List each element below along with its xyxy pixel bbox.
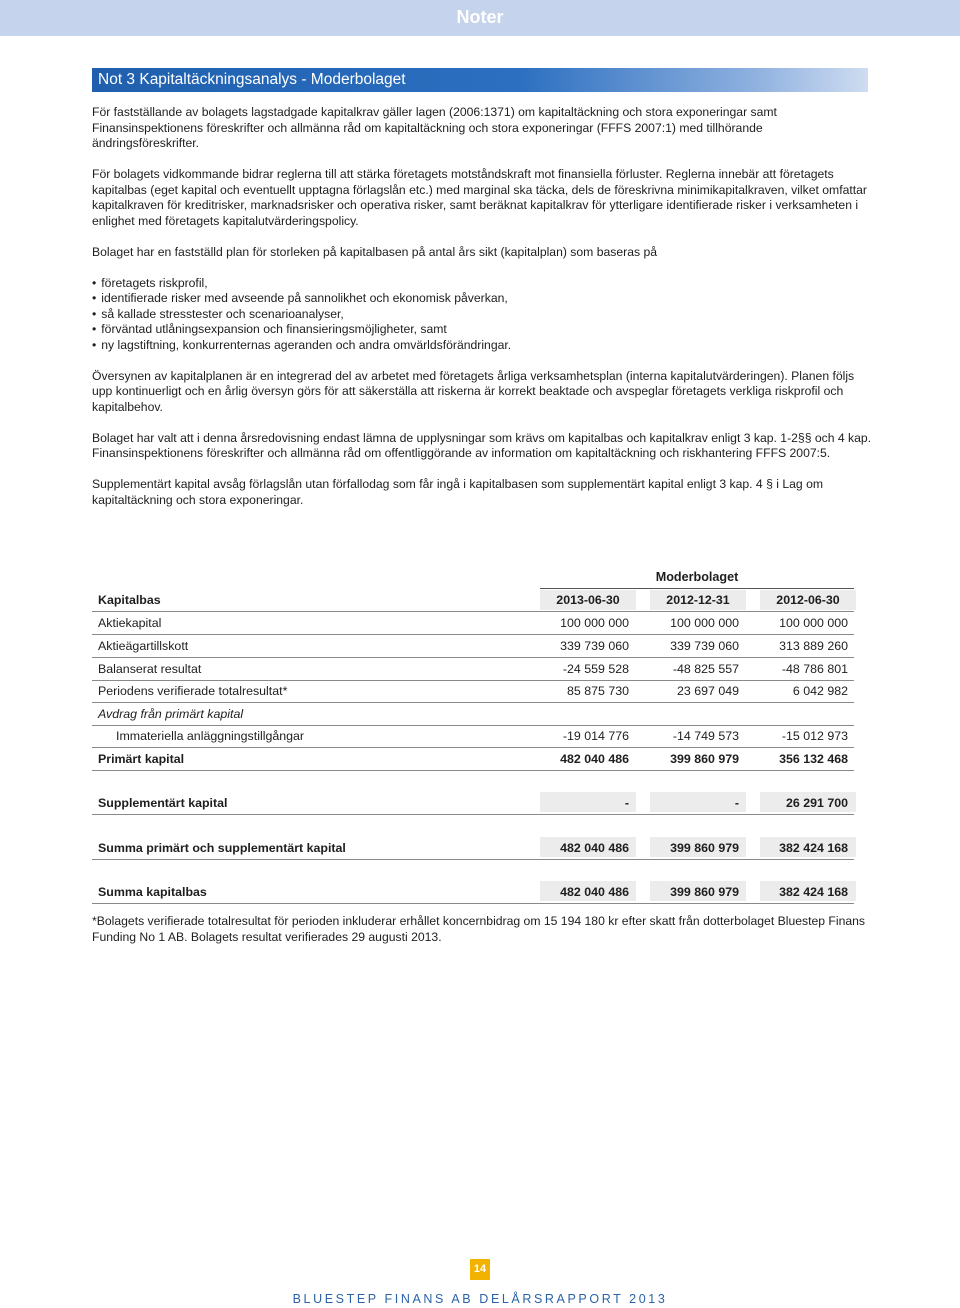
paragraph: För fastställande av bolagets lagstadgade kapitalkrav gäller lagen (2006:1371) om kapitaltäckning och stora exponeringar samt Finansinspektionens föreskrifter och allmänna råd om kapitaltäckning och stora exponeringar (FFFS 2007:1) med tillhörande ändringsföreskrifter. [92, 105, 777, 150]
page-title: Noter [456, 7, 504, 27]
row-label: Summa kapitalbas [98, 885, 207, 899]
table-row-sum-capital-base [92, 882, 854, 904]
footer-text: BLUESTEP FINANS AB DELÅRSRAPPORT 2013 [292, 1292, 668, 1306]
row-value: -48 825 557 [672, 662, 739, 676]
page-number-badge: 14 [470, 1259, 490, 1280]
table-row [92, 613, 854, 635]
row-label: Primärt kapital [98, 752, 185, 766]
row-value: 482 040 486 [560, 841, 629, 855]
row-label: Avdrag från primärt kapital [98, 707, 244, 721]
row-value: -15 012 973 [781, 729, 848, 743]
table-row-sum-primary-supplementary [92, 838, 854, 860]
table-row [92, 704, 854, 726]
table-row [92, 726, 854, 748]
row-value: 399 860 979 [670, 885, 739, 899]
bullet-list [92, 276, 872, 354]
paragraph: Översynen av kapitalplanen är en integrerad del av arbetet med företagets årliga verksamhetsplan (interna kapitalutvärderingen). Planen följs upp kontinuerligt och en årlig översyn görs för att säkerställa att riskerna är korrekt beaktade och avspeglar företagets verkliga riskprofil och kapitalbehov. [92, 368, 855, 414]
row-value: -19 014 776 [562, 729, 629, 743]
header-band [0, 0, 960, 36]
divider [92, 814, 854, 815]
body-text [92, 105, 872, 524]
row-label: Aktiekapital [98, 616, 162, 630]
header-date: 2013-06-30 [556, 593, 620, 607]
table-row [92, 749, 854, 771]
divider [92, 747, 854, 748]
header-date: 2012-06-30 [776, 593, 840, 607]
section-title: Not 3 Kapitaltäckningsanalys - Moderbolaget [98, 71, 406, 88]
row-value: 482 040 486 [560, 885, 629, 899]
row-value: - [734, 796, 739, 810]
row-value: 26 291 700 [785, 796, 848, 810]
divider [540, 588, 854, 589]
row-label: Immateriella anläggningstillgångar [116, 729, 305, 743]
list-item: • företagets riskprofil, [92, 276, 872, 292]
row-value: 85 875 730 [566, 684, 629, 698]
section-title-bar [92, 68, 868, 92]
table-row [92, 636, 854, 658]
row-value: 313 889 260 [779, 639, 848, 653]
row-label: Aktieägartillskott [98, 639, 189, 653]
row-value: 100 000 000 [670, 616, 739, 630]
divider [92, 859, 854, 860]
row-value: 382 424 168 [779, 841, 848, 855]
row-value: 6 042 982 [792, 684, 848, 698]
row-value: 23 697 049 [676, 684, 739, 698]
row-value: 100 000 000 [560, 616, 629, 630]
row-value: 399 860 979 [670, 841, 739, 855]
table-owner-heading: Moderbolaget [655, 570, 739, 584]
row-value: 356 132 468 [779, 752, 848, 766]
paragraph: Bolaget har en fastställd plan för storleken på kapitalbasen på antal års sikt (kapitalplan) som baseras på [92, 244, 658, 259]
paragraph: Supplementärt kapital avsåg förlagslån utan förfallodag som får ingå i kapitalbasen som supplementärt kapital enligt 3 kap. 4 § i Lag om kapitaltäckning och stora exponeringar. [92, 477, 824, 507]
divider [92, 903, 854, 904]
table-row [92, 659, 854, 681]
row-value: 399 860 979 [670, 752, 739, 766]
divider [92, 611, 854, 612]
table-row [92, 681, 854, 703]
row-value: -14 749 573 [672, 729, 739, 743]
row-value: 482 040 486 [560, 752, 629, 766]
divider [92, 770, 854, 771]
footnote: *Bolagets verifierade totalresultat för perioden inkluderar erhållet koncernbidrag om 15 194 180 kr efter skatt från dotterbolaget Bluestep Finans Funding No 1 AB. Bolagets resultat verifierades 29 augusti 2013. [92, 914, 866, 944]
header-date: 2012-12-31 [666, 593, 730, 607]
table-row-supplementary [92, 793, 854, 815]
list-item: • identifierade risker med avseende på sannolikhet och ekonomisk påverkan, [92, 291, 872, 307]
row-label: Balanserat resultat [98, 662, 202, 676]
divider [92, 657, 854, 658]
row-value: 339 739 060 [670, 639, 739, 653]
row-label: Summa primärt och supplementärt kapital [98, 841, 346, 855]
row-value: - [624, 796, 629, 810]
row-value: 382 424 168 [779, 885, 848, 899]
paragraph: För bolagets vidkommande bidrar reglerna till att stärka företagets motståndskraft mot finansiella förluster. Reglerna innebär att företagets kapitalbas (eget kapital och eventuellt upptagna förlagslån etc.) med marginal ska täcka, dels de föreskrivna minimikapitalkraven, vilket omfattar kapitalkraven för kreditrisker, marknadsrisker och operativa risker, samt beräknat kapitalkrav för ytterligare identifierade risker i verksamheten i enlighet med företagets kapitalutvärderingspolicy. [92, 167, 867, 228]
row-value: -48 786 801 [781, 662, 848, 676]
divider [92, 702, 854, 703]
row-value: 100 000 000 [779, 616, 848, 630]
table-header-row [92, 590, 854, 612]
row-label: Periodens verifierade totalresultat* [98, 684, 288, 698]
paragraph: Bolaget har valt att i denna årsredovisning endast lämna de upplysningar som krävs om kapitalbas och kapitalkrav enligt 3 kap. 1-2§§ och 4 kap. Finansinspektionens föreskrifter och allmänna råd om offentliggörande av information om kapitaltäckning och riskhantering FFFS 2007:5. [92, 430, 872, 460]
row-value: -24 559 528 [562, 662, 629, 676]
list-item: • ny lagstiftning, konkurrenternas ageranden och andra omvärldsförändringar. [92, 338, 872, 354]
list-item: • förväntad utlåningsexpansion och finansieringsmöjligheter, samt [92, 322, 872, 338]
header-label: Kapitalbas [98, 593, 161, 607]
row-value: 339 739 060 [560, 639, 629, 653]
divider [92, 634, 854, 635]
row-label: Supplementärt kapital [98, 796, 228, 810]
list-item: • så kallade stresstester och scenarioanalyser, [92, 307, 872, 323]
